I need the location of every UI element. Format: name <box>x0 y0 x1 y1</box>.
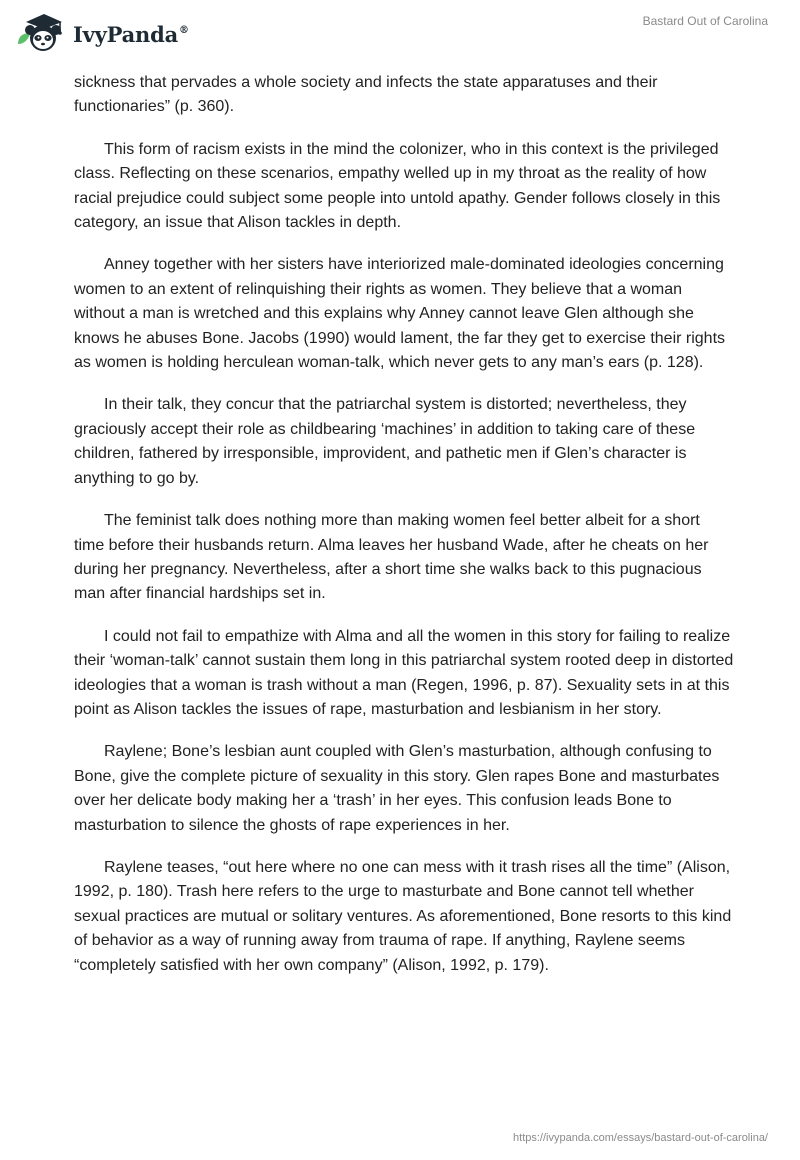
paragraph: Raylene; Bone’s lesbian aunt coupled with Glen’s masturbation, although confusing to Bone, give the complete picture of sexuality in this story. Glen rapes Bone and masturbates over her delicate body making her a ‘trash’ in her eyes. This confusion leads Bone to masturbation to silence the ghosts of rape experiences in her. <box>74 743 720 834</box>
ivypanda-logo[interactable] <box>16 10 189 54</box>
registered-mark: ® <box>179 24 189 36</box>
paragraph: In their talk, they concur that the patriarchal system is distorted; nevertheless, they graciously accept their role as childbearing ‘machines’ in addition to taking care of these children, fathered by irresponsible, improvident, and pathetic men if Glen’s character is anything to go by. <box>74 396 696 487</box>
essay-body <box>74 71 734 996</box>
panda-graduate-icon <box>16 10 66 54</box>
paragraph: I could not fail to empathize with Alma and all the women in this story for failing to realize their ‘woman-talk’ cannot sustain them long in this patriarchal system rooted deep in distorted ideologies that a woman is trash without a man (Regen, 1996, p. 87). Sexuality sets in at this point as Alison tackles the issues of rape, masturbation and lesbianism in her story. <box>74 627 734 718</box>
page-header <box>0 0 800 64</box>
paragraph: The feminist talk does nothing more than making women feel better albeit for a short time before their husbands return. Alma leaves her husband Wade, after he cheats on her during her pregnancy. Nevertheless, after a short time she walks back to this pugnacious man after financial hardships set in. <box>74 512 709 603</box>
paragraph: This form of racism exists in the mind the colonizer, who in this context is the privileged class. Reflecting on these scenarios, empathy welled up in my throat as the reality of how racial prejudice could subject some people into untold apathy. Gender follows closely in this category, an issue that Alison tackles in depth. <box>74 140 721 232</box>
brand-name: IvyPanda® <box>73 21 189 47</box>
paragraph: Raylene teases, “out here where no one can mess with it trash rises all the time” (Alison, 1992, p. 180). Trash here refers to the urge to masturbate and Bone cannot tell whether sexual practices are mutual or solitary ventures. As aforementioned, Bone resorts to this kind of behavior as a way of running away from trauma of rape. If anything, Raylene seems “completely satisfied with her own company” (Alison, 1992, p. 179). <box>74 858 732 974</box>
paragraph: Anney together with her sisters have interiorized male-dominated ideologies concerning women to an extent of relinquishing their rights as women. They believe that a woman without a man is wretched and this explains why Anney cannot leave Glen although she knows he abuses Bone. Jacobs (1990) would lament, the far they get to exercise their rights as women is holding herculean woman-talk, which never gets to any man’s ears (p. 128). <box>74 256 726 372</box>
paragraph: sickness that pervades a whole society and infects the state apparatuses and their functionaries” (p. 360). <box>74 74 658 116</box>
source-url[interactable]: https://ivypanda.com/essays/bastard-out-of-carolina/ <box>513 1132 768 1144</box>
document-title: Bastard Out of Carolina <box>642 14 768 28</box>
